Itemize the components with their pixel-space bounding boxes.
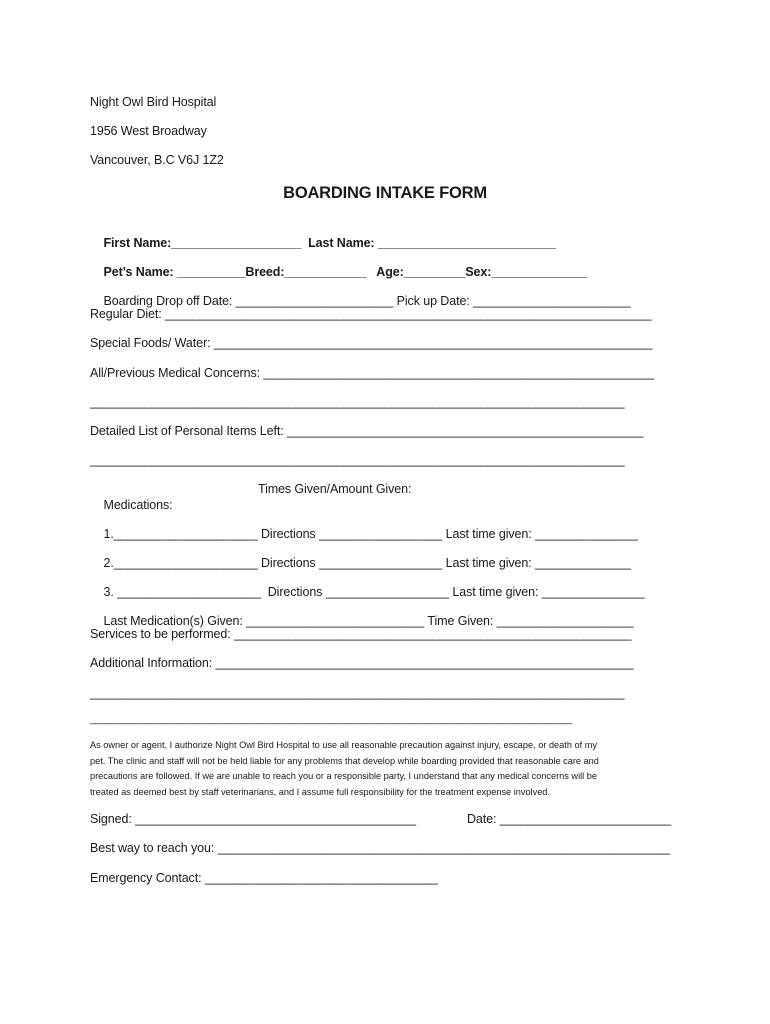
consent-line: treated as deemed best by staff veterinarians, and I assume full responsibility for the treatment expense involved. <box>90 786 550 797</box>
signed-field[interactable]: Signed: _________________________________________ <box>90 812 416 826</box>
last-name-field[interactable]: Last Name: __________________________ <box>308 236 557 250</box>
med-number: 2. <box>103 556 114 570</box>
last-time-given-field[interactable]: Last time given: ______________ <box>445 556 631 570</box>
directions-field[interactable]: Directions __________________ <box>261 556 443 570</box>
medication-name-field[interactable]: _____________________ <box>113 585 261 599</box>
age-field[interactable]: Age:_________ <box>376 265 466 279</box>
drop-off-date-field[interactable]: Boarding Drop off Date: _______________________ <box>103 294 394 308</box>
medical-concerns-continuation[interactable]: ______________________________________________________________________________ <box>90 395 625 409</box>
services-field[interactable]: Services to be performed: __________________________________________________________ <box>90 627 632 641</box>
directions-field[interactable]: Directions __________________ <box>261 527 443 541</box>
medications-label: Medications: <box>103 498 173 512</box>
pick-up-date-field[interactable]: Pick up Date: _______________________ <box>396 294 631 308</box>
last-time-given-field[interactable]: Last time given: _______________ <box>452 585 645 599</box>
pet-name-field[interactable]: Pet’s Name: __________ <box>103 265 246 279</box>
medication-name-field[interactable]: _____________________ <box>113 556 258 570</box>
personal-items-continuation[interactable]: ______________________________________________________________________________ <box>90 453 625 467</box>
special-foods-field[interactable]: Special Foods/ Water: ________________________________________________________________ <box>90 336 653 350</box>
additional-info-continuation-2[interactable]: _________________________________________________________________________________________ <box>90 714 573 725</box>
med-number: 3. <box>103 585 114 599</box>
time-given-field[interactable]: Time Given: ____________________ <box>427 614 634 628</box>
medication-name-field[interactable]: _____________________ <box>113 527 258 541</box>
best-way-to-reach-field[interactable]: Best way to reach you: __________________________________________________________________ <box>90 841 670 855</box>
emergency-contact-field[interactable]: Emergency Contact: __________________________________ <box>90 871 438 885</box>
last-time-given-field[interactable]: Last time given: _______________ <box>445 527 638 541</box>
org-name: Night Owl Bird Hospital <box>90 95 217 109</box>
consent-line: pet. The clinic and staff will not be held liable for any problems that develop while boarding provided that reasonable care and <box>90 755 599 766</box>
consent-paragraph <box>90 738 680 800</box>
form-title: BOARDING INTAKE FORM <box>283 184 487 202</box>
sex-field[interactable]: Sex:______________ <box>465 265 588 279</box>
last-medication-field[interactable]: Last Medication(s) Given: __________________________ <box>103 614 425 628</box>
medical-concerns-field[interactable]: All/Previous Medical Concerns: _________________________________________________________ <box>90 366 654 380</box>
consent-line: As owner or agent, I authorize Night Owl Bird Hospital to use all reasonable precaution against injury, escape, or death of my <box>90 740 597 750</box>
personal-items-field[interactable]: Detailed List of Personal Items Left: ____________________________________________________ <box>90 424 644 438</box>
med-number: 1. <box>103 527 114 541</box>
regular-diet-field[interactable]: Regular Diet: _______________________________________________________________________ <box>90 307 652 321</box>
date-field[interactable]: Date: _________________________ <box>467 812 672 826</box>
directions-field[interactable]: Directions __________________ <box>267 585 450 599</box>
breed-field[interactable]: Breed:____________ <box>245 265 367 279</box>
address-line-2: Vancouver, B.C V6J 1Z2 <box>90 153 224 167</box>
consent-line: precautions are followed. If we are unable to reach you or a responsible party, I understand that any medical concerns will be <box>90 771 597 781</box>
times-given-label: Times Given/Amount Given: <box>258 482 412 496</box>
additional-info-continuation-1[interactable]: ______________________________________________________________________________ <box>90 686 625 700</box>
additional-info-field[interactable]: Additional Information: _____________________________________________________________ <box>90 656 634 670</box>
address-line-1: 1956 West Broadway <box>90 124 207 138</box>
first-name-field[interactable]: First Name:___________________ <box>103 236 302 250</box>
